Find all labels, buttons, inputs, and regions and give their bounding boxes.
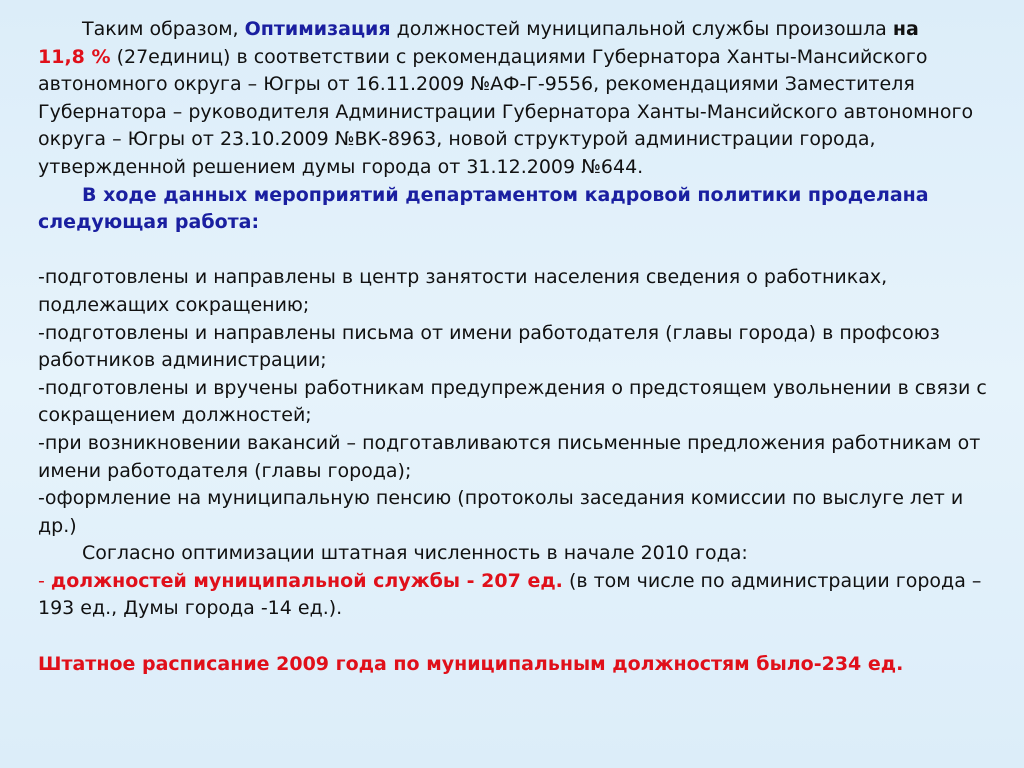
- list-item: -подготовлены и направлены письма от имени работодателя (главы города) в профсоюз работников администрации;: [38, 321, 940, 372]
- municipal-service-positions: должностей муниципальной службы - 207 ед.: [50, 569, 563, 592]
- slide-text-body: [38, 16, 998, 678]
- administration-breakdown: (в том числе по администрации города – 193 ед., Думы города -14 ед.).: [38, 569, 982, 620]
- intro-text: Таким образом,: [82, 18, 245, 40]
- staff-schedule-2009: Штатное расписание 2009 года по муниципальным должностям было-234 ед.: [38, 652, 904, 675]
- optimization-keyword: Оптимизация: [244, 18, 391, 40]
- spacer: [38, 237, 998, 265]
- na-keyword: на: [892, 18, 919, 40]
- optimization-paragraph: [38, 16, 998, 182]
- percent-value: 11,8 %: [38, 45, 111, 68]
- municipal-service-count: [38, 568, 998, 623]
- list-item: -подготовлены и вручены работникам предупреждения о предстоящем увольнении в связи с сокращением должностей;: [38, 376, 987, 427]
- positions-text: должностей муниципальной службы произошла: [390, 18, 893, 40]
- list-item: -подготовлены и направлены в центр занятости населения сведения о работниках, подлежащих сокращению;: [38, 266, 888, 316]
- list-item: -оформление на муниципальную пенсию (протоколы заседания комиссии по выслуге лет и др.): [38, 487, 964, 537]
- recommendations-text: (27единиц) в соответствии с рекомендациями Губернатора Ханты-Мансийского автономного округа – Югры от 16.11.2009 №АФ-Г-9556, рекомендациями Заместителя Губернатора – руководителя Администрации Губернатора Ханты-Мансийского автономного округа – Югры от 23.10.2009 №ВК-8963, новой структурой администрации города, утвержденной решением думы города от 31.12.2009 №644.: [38, 45, 974, 178]
- spacer: [38, 623, 998, 651]
- list-item: -при возникновении вакансий – подготавливаются письменные предложения работникам от имени работодателя (главы города);: [38, 431, 981, 482]
- staffing-intro: Согласно оптимизации штатная численность в начале 2010 года:: [82, 542, 748, 565]
- work-done-heading: В ходе данных мероприятий департаментом кадровой политики проделана следующая работа:: [38, 183, 929, 234]
- dash: -: [38, 569, 51, 592]
